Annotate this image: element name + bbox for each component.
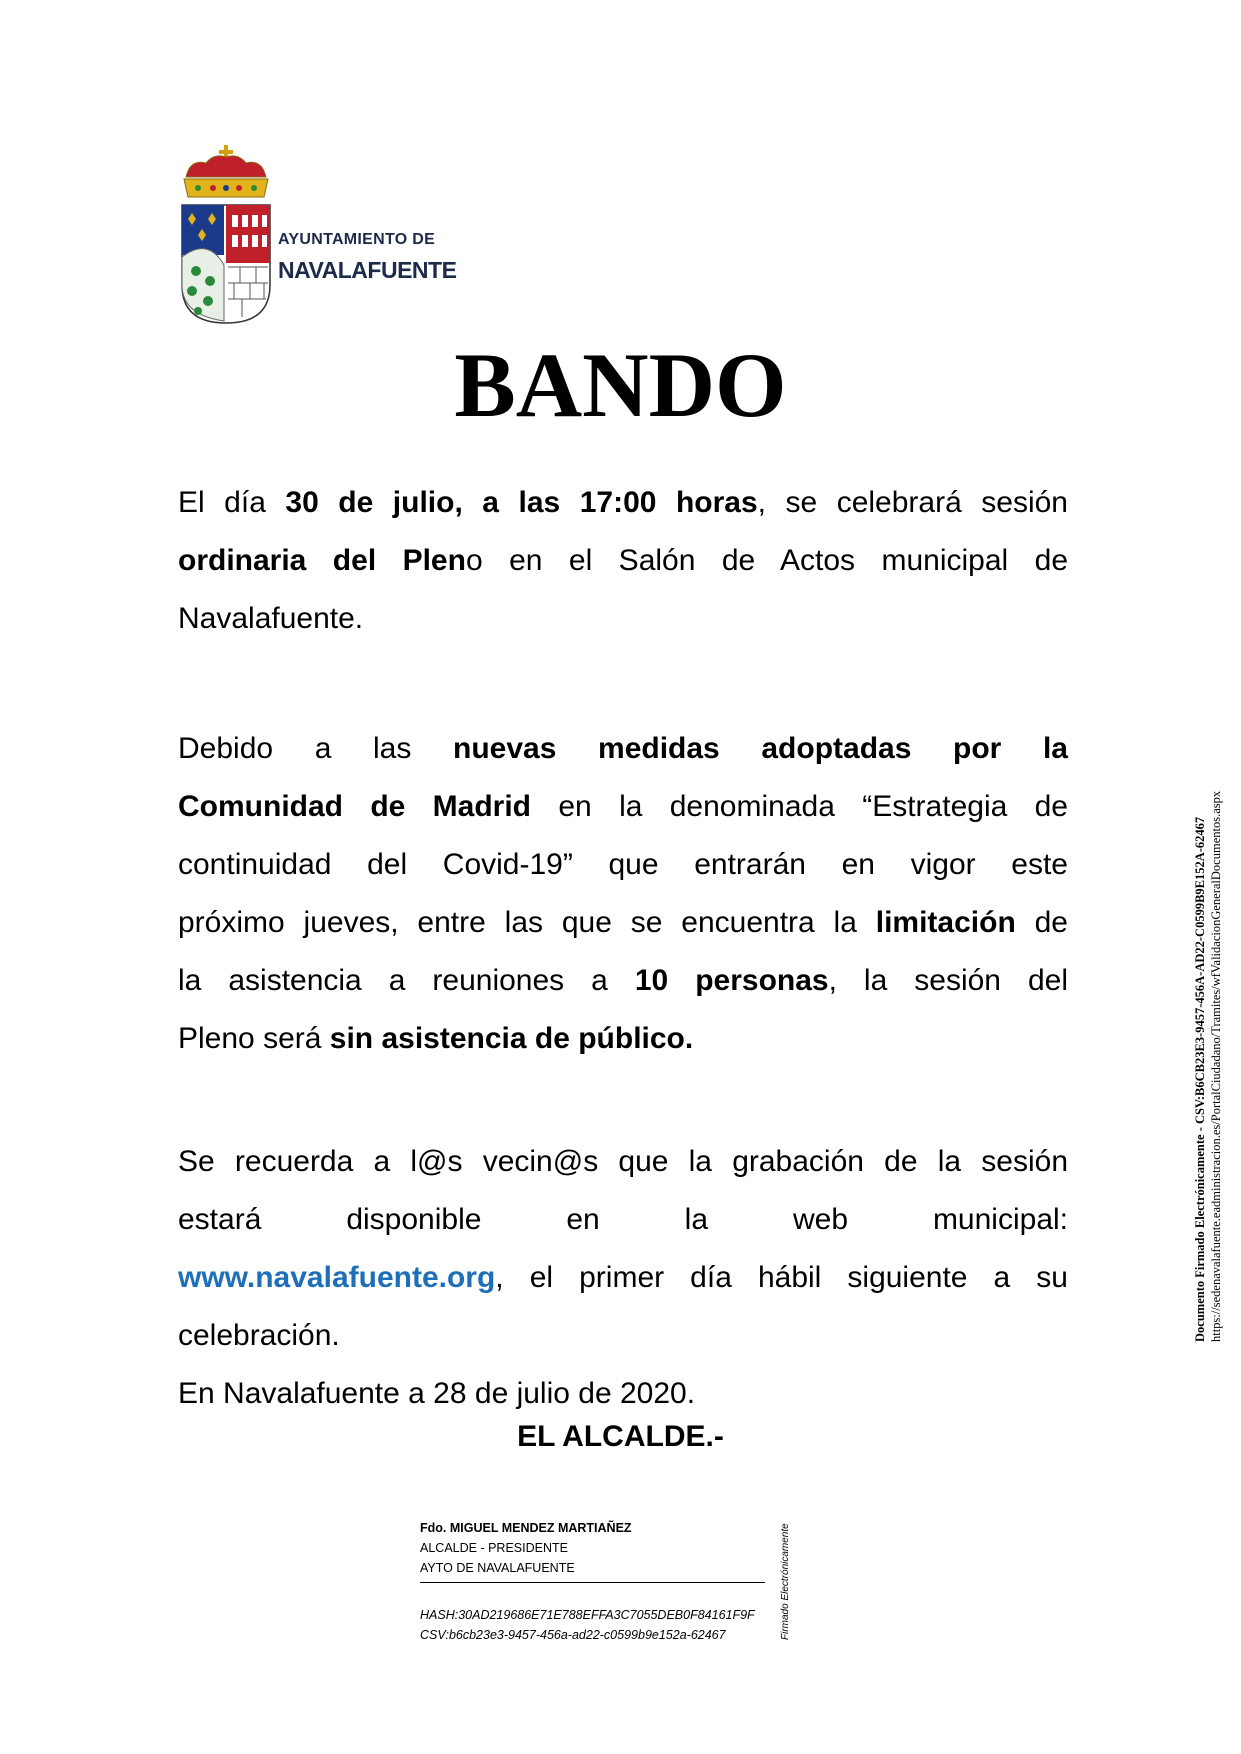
signer-name: Fdo. MIGUEL MENDEZ MARTIAÑEZ xyxy=(420,1521,632,1535)
text-line: Navalafuente. xyxy=(178,602,364,635)
csv-note-line2[interactable]: https://sedenavalafuente.eadministracion.es/PortalCiudadano/Tramites/wfValidacionGeneralDocumentos.aspx xyxy=(1209,790,1223,1342)
document-title: BANDO xyxy=(454,334,787,436)
logo-line1: AYUNTAMIENTO DE xyxy=(278,231,436,248)
paragraph-measures xyxy=(178,720,1068,1068)
text-line: la asistencia a reuniones a 10 personas, la sesión del xyxy=(178,964,1068,997)
text-line: Pleno será sin asistencia de público. xyxy=(178,1022,694,1055)
signer-title: EL ALCALDE.- xyxy=(517,1420,724,1453)
signer-org: AYTO DE NAVALAFUENTE xyxy=(420,1561,575,1575)
signature-csv: CSV:b6cb23e3-9457-456a-ad22-c0599b9e152a-62467 xyxy=(420,1628,726,1642)
text-line: próximo jueves, entre las que se encuentra la limitación de xyxy=(178,906,1068,939)
signer-role: ALCALDE - PRESIDENTE xyxy=(420,1541,568,1555)
text-line: ordinaria del Pleno en el Salón de Actos municipal de xyxy=(178,544,1069,577)
paragraph-session xyxy=(178,474,1068,648)
text-line: estará disponible en la web municipal: xyxy=(178,1203,1068,1236)
logo-line2: NAVALAFUENTE xyxy=(278,257,457,283)
text-line: Se recuerda a l@s vecin@s que la grabación de la sesión xyxy=(178,1145,1068,1178)
csv-side-note xyxy=(1192,791,1224,1342)
text-line: Comunidad de Madrid en la denominada “Estrategia de xyxy=(178,790,1068,823)
text-line: celebración. xyxy=(178,1319,340,1352)
signature-block xyxy=(420,1518,770,1645)
text-line: El día 30 de julio, a las 17:00 horas, se celebrará sesión xyxy=(178,486,1068,519)
text-line: continuidad del Covid-19” que entrarán en vigor este xyxy=(178,848,1068,881)
signature-hash: HASH:30AD219686E71E788EFFA3C7055DEB0F84161F9F xyxy=(420,1608,755,1622)
csv-note-line1: Documento Firmado Electrónicamente - CSV:B6CB23E3-9457-456A-AD22-C0599B9E152A-62467 xyxy=(1193,816,1207,1342)
municipal-logo xyxy=(178,145,457,327)
text-line: www.navalafuente.org, el primer día hábil siguiente a su xyxy=(178,1261,1068,1294)
signature-vertical-note: Firmado Electrónicamente xyxy=(780,1523,791,1640)
text-line: Debido a las nuevas medidas adoptadas por la xyxy=(178,732,1068,765)
coat-of-arms-icon xyxy=(178,145,274,327)
paragraph-recording xyxy=(178,1133,1068,1423)
website-link[interactable]: www.navalafuente.org xyxy=(178,1261,496,1294)
date-line: En Navalafuente a 28 de julio de 2020. xyxy=(178,1377,696,1410)
